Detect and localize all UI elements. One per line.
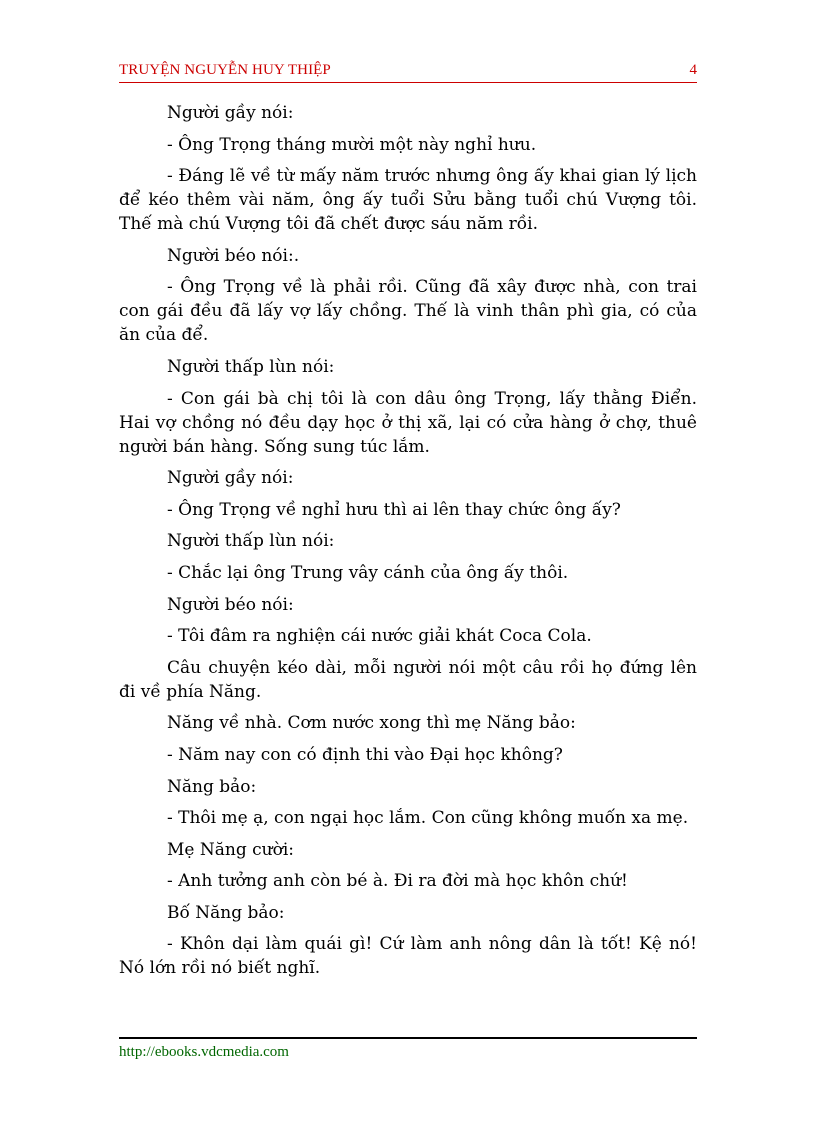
story-text [119, 101, 697, 988]
paragraph: - Khôn dại làm quái gì! Cứ làm anh nông dân là tốt! Kệ nó! Nó lớn rồi nó biết nghĩ. [119, 934, 697, 979]
paragraph: Năng về nhà. Cơm nước xong thì mẹ Năng bảo: [167, 713, 576, 734]
paragraph: - Tôi đâm ra nghiện cái nước giải khát Coca Cola. [167, 626, 592, 647]
paragraph: Câu chuyện kéo dài, mỗi người nói một câu rồi họ đứng lên đi về phía Năng. [119, 657, 697, 702]
paragraph: - Thôi mẹ ạ, con ngại học lắm. Con cũng không muốn xa mẹ. [167, 808, 689, 829]
paragraph: Người béo nói: [167, 594, 294, 615]
paragraph: - Ông Trọng về là phải rồi. Cũng đã xây được nhà, con trai con gái đều đã lấy vợ lấy chồng. Thế là vinh thân phì gia, có của ăn của để. [119, 277, 697, 346]
paragraph: Người béo nói:. [167, 245, 300, 266]
footer-divider [119, 1037, 697, 1039]
paragraph: Người gầy nói: [167, 103, 294, 123]
paragraph: - Đáng lẽ về từ mấy năm trước nhưng ông ấy khai gian lý lịch để kéo thêm vài năm, ông ấy tuổi Sửu bằng tuổi chú Vượng tôi. Thế mà chú Vượng tôi đã chết được sáu năm rồi. [119, 166, 697, 235]
paragraph: Người gầy nói: [167, 468, 294, 489]
paragraph: Người thấp lùn nói: [167, 356, 335, 377]
paragraph: - Ông Trọng tháng mười một này nghỉ hưu. [167, 134, 537, 155]
page-header [119, 62, 697, 83]
book-title: TRUYỆN NGUYỄN HUY THIỆP [119, 62, 331, 78]
paragraph: - Năm nay con có định thi vào Đại học không? [167, 744, 563, 765]
paragraph: - Ông Trọng về nghỉ hưu thì ai lên thay chức ông ấy? [167, 499, 621, 520]
paragraph: - Con gái bà chị tôi là con dâu ông Trọng, lấy thằng Điển. Hai vợ chồng nó đều dạy học ở thị xã, lại có cửa hàng ở chợ, thuê người bán hàng. Sống sung túc lắm. [119, 388, 697, 457]
paragraph: - Chắc lại ông Trung vây cánh của ông ấy thôi. [167, 562, 569, 583]
paragraph: Năng bảo: [167, 776, 257, 797]
footer-link[interactable]: http://ebooks.vdcmedia.com [119, 1044, 289, 1060]
paragraph: - Anh tưởng anh còn bé à. Đi ra đời mà học khôn chứ! [167, 871, 628, 892]
paragraph: Mẹ Năng cười: [167, 839, 294, 860]
page-number: 4 [689, 62, 697, 78]
paragraph: Bố Năng bảo: [167, 902, 285, 923]
paragraph: Người thấp lùn nói: [167, 531, 335, 552]
